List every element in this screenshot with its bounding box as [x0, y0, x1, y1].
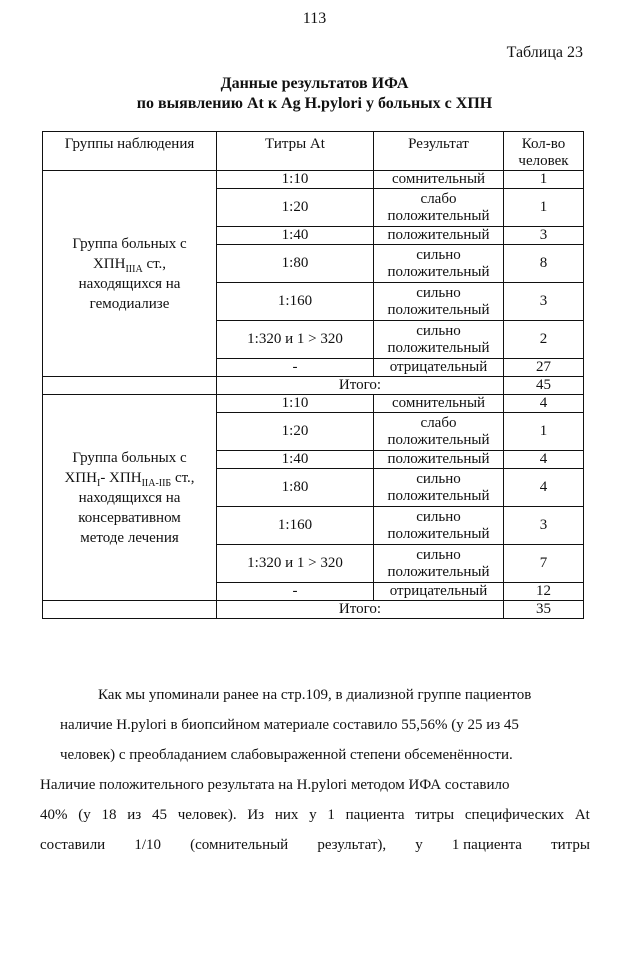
title-line-1: Данные результатов ИФА	[220, 75, 409, 92]
result-cell: сильно положительный	[374, 283, 504, 321]
titer-cell: 1:40	[217, 451, 374, 469]
table-title	[0, 74, 629, 114]
header-groups: Группы наблюдения	[43, 132, 217, 171]
results-table	[42, 131, 584, 619]
page-number: 113	[302, 10, 327, 27]
group-1-label: Группа больных с $ХПН_{IIIА}$ ст., находящихся на гемодиализе	[43, 171, 217, 377]
table-row	[43, 395, 584, 413]
result-cell: сильно положительный	[374, 469, 504, 507]
titer-cell: 1:80	[217, 469, 374, 507]
result-cell: сомнительный	[374, 171, 504, 189]
total-value: 35	[504, 601, 584, 619]
total-label: Итого:	[217, 601, 504, 619]
header-result: Результат	[374, 132, 504, 171]
count-cell: 3	[504, 283, 584, 321]
result-cell: сильно положительный	[374, 507, 504, 545]
result-cell: сильно положительный	[374, 245, 504, 283]
count-cell: 8	[504, 245, 584, 283]
result-cell: слабо положительный	[374, 189, 504, 227]
total-value: 45	[504, 377, 584, 395]
result-cell: положительный	[374, 451, 504, 469]
result-cell: положительный	[374, 227, 504, 245]
titer-cell: 1:20	[217, 189, 374, 227]
body-paragraph	[40, 680, 590, 860]
header-count: Кол-во человек	[504, 132, 584, 171]
count-cell: 4	[504, 469, 584, 507]
count-cell: 3	[504, 507, 584, 545]
title-line-2: по выявлению At к Ag H.pylori у больных с ХПН	[136, 95, 493, 112]
titer-cell: 1:320 и 1 > 320	[217, 545, 374, 583]
table-row	[43, 171, 584, 189]
paragraph-line-justified: составили 1/10 (сомнительный результат), у 1 пациента титры	[40, 837, 590, 853]
paragraph-line-justified: 40% (у 18 из 45 человек). Из них у 1 пациента титры специфических At	[40, 807, 590, 823]
table-header-row	[43, 132, 584, 171]
result-cell: сомнительный	[374, 395, 504, 413]
count-cell: 1	[504, 171, 584, 189]
result-cell: слабо положительный	[374, 413, 504, 451]
paragraph-line: человек) с преобладанием слабовыраженной степени обсеменённости.	[60, 747, 513, 763]
titer-cell: -	[217, 583, 374, 601]
total-label: Итого:	[217, 377, 504, 395]
titer-cell: -	[217, 359, 374, 377]
total-spacer	[43, 601, 217, 619]
total-row	[43, 377, 584, 395]
titer-cell: 1:160	[217, 507, 374, 545]
count-cell: 1	[504, 413, 584, 451]
total-row	[43, 601, 584, 619]
count-cell: 3	[504, 227, 584, 245]
count-cell: 12	[504, 583, 584, 601]
paragraph-line: Наличие положительного результата на H.pylori методом ИФА составило	[40, 777, 510, 793]
count-cell: 7	[504, 545, 584, 583]
count-cell: 1	[504, 189, 584, 227]
titer-cell: 1:160	[217, 283, 374, 321]
total-spacer	[43, 377, 217, 395]
group-2-label: Группа больных с $ХПН_I-$ $ХПН_{IIА-IIБ}$ ст., находящихся на консервативном методе лечения	[43, 395, 217, 601]
titer-cell: 1:10	[217, 171, 374, 189]
count-cell: 27	[504, 359, 584, 377]
count-cell: 4	[504, 451, 584, 469]
count-cell: 2	[504, 321, 584, 359]
titer-cell: 1:80	[217, 245, 374, 283]
paragraph-line: Как мы упоминали ранее на стр.109, в диализной группе пациентов	[98, 687, 532, 703]
result-cell: отрицательный	[374, 583, 504, 601]
result-cell: сильно положительный	[374, 321, 504, 359]
result-cell: сильно положительный	[374, 545, 504, 583]
titer-cell: 1:20	[217, 413, 374, 451]
result-cell: отрицательный	[374, 359, 504, 377]
titer-cell: 1:40	[217, 227, 374, 245]
table-label: Таблица 23	[506, 44, 583, 61]
header-titers: Титры At	[217, 132, 374, 171]
titer-cell: 1:320 и 1 > 320	[217, 321, 374, 359]
titer-cell: 1:10	[217, 395, 374, 413]
paragraph-line: наличие H.pylori в биопсийном материале составило 55,56% (у 25 из 45	[60, 717, 519, 733]
count-cell: 4	[504, 395, 584, 413]
